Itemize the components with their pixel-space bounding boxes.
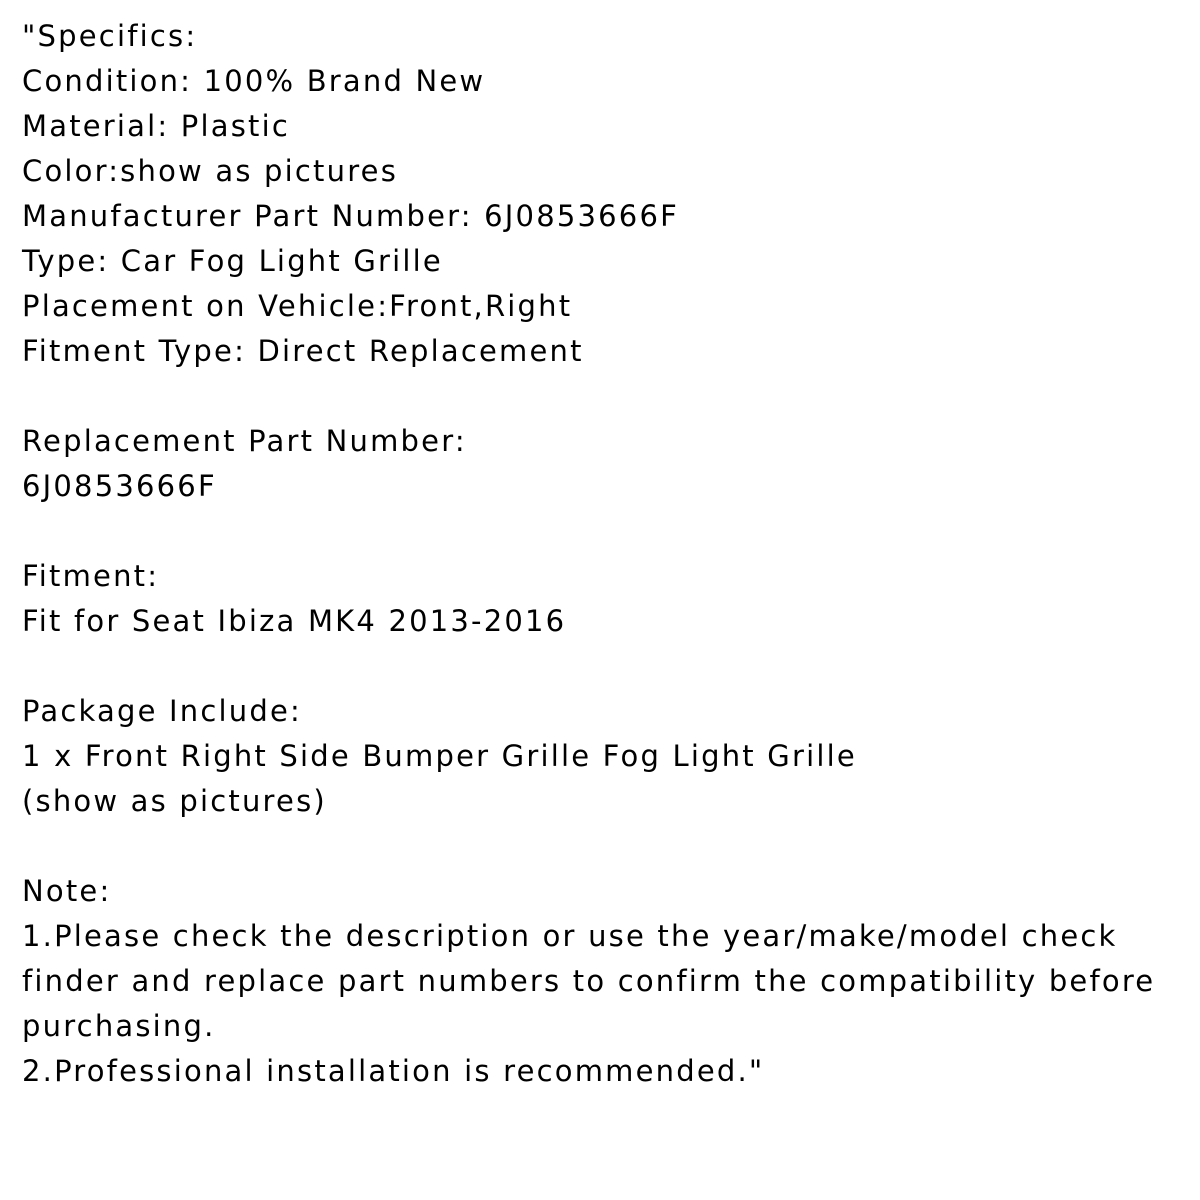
- replacement-heading: Replacement Part Number:: [22, 424, 467, 458]
- fitment-value: Fit for Seat Ibiza MK4 2013-2016: [22, 604, 567, 638]
- product-description: [22, 14, 1182, 1094]
- note-line-3: purchasing.: [22, 1009, 216, 1043]
- spacer: [22, 509, 1182, 554]
- manufacturer-part-number-line: Manufacturer Part Number: 6J0853666F: [22, 199, 679, 233]
- replacement-part-number: 6J0853666F: [22, 469, 217, 503]
- spacer: [22, 644, 1182, 689]
- fitment-type-line: Fitment Type: Direct Replacement: [22, 334, 584, 368]
- note-line-4: 2.Professional installation is recommended.": [22, 1054, 765, 1088]
- note-heading: Note:: [22, 874, 112, 908]
- spacer: [22, 824, 1182, 869]
- package-note: (show as pictures): [22, 784, 327, 818]
- placement-line: Placement on Vehicle:Front,Right: [22, 289, 573, 323]
- condition-line: Condition: 100% Brand New: [22, 64, 486, 98]
- type-line: Type: Car Fog Light Grille: [22, 244, 443, 278]
- color-line: Color:show as pictures: [22, 154, 399, 188]
- spacer: [22, 374, 1182, 419]
- specifics-heading: "Specifics:: [22, 19, 198, 53]
- package-heading: Package Include:: [22, 694, 302, 728]
- note-line-1: 1.Please check the description or use the year/make/model check: [22, 919, 1118, 953]
- material-line: Material: Plastic: [22, 109, 290, 143]
- note-line-2: finder and replace part numbers to confirm the compatibility before: [22, 964, 1156, 998]
- package-item: 1 x Front Right Side Bumper Grille Fog Light Grille: [22, 739, 857, 773]
- fitment-heading: Fitment:: [22, 559, 160, 593]
